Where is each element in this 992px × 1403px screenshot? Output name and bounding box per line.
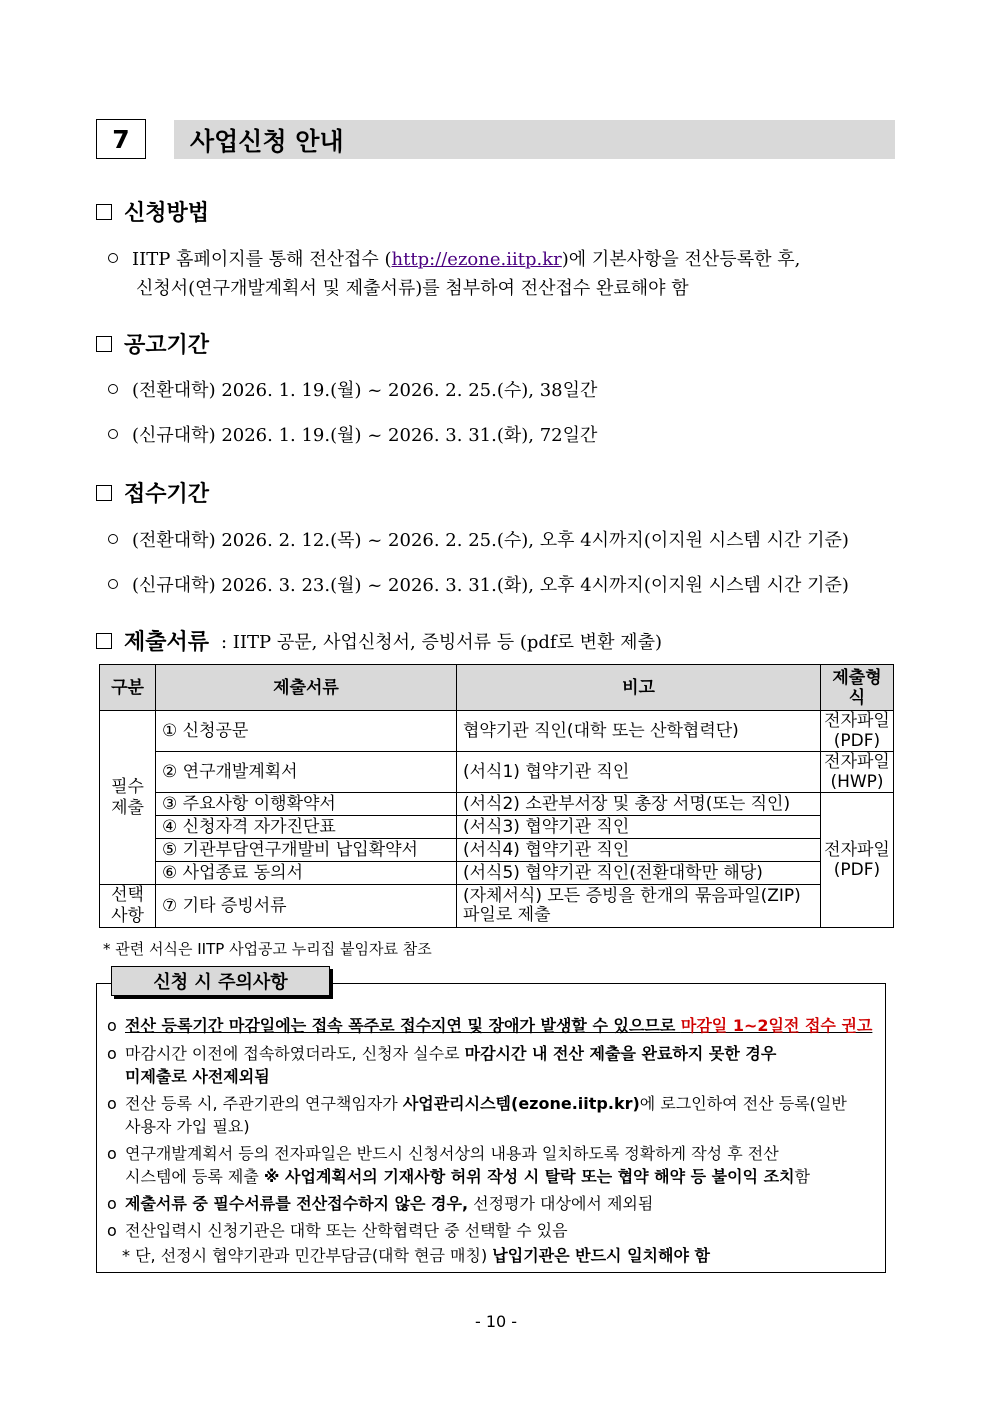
checkbox-square-icon	[96, 204, 112, 220]
bullet-o-icon: o	[107, 1194, 117, 1213]
caution-item-7: * 단, 선정시 협약기관과 민간부담금(대학 현금 매칭) 납입기관은 반드시 일치해야 함	[122, 1246, 710, 1265]
section-number: 7	[96, 119, 146, 159]
caution-item-4-cont: 시스템에 등록 제출 ※ 사업계획서의 기재사항 허위 작성 시 탈락 또는 협약 해약 등 불이익 조치함	[125, 1167, 810, 1186]
note-cell: 협약기관 직인(대학 또는 산학협력단)	[457, 711, 821, 752]
checkbox-square-icon	[96, 633, 112, 649]
heading-announce-label: 공고기간	[124, 333, 210, 358]
table-row	[100, 862, 894, 885]
bullet-o-icon: o	[107, 1144, 117, 1163]
documents-table	[99, 664, 894, 928]
caution-item-2-cont: 미제출로 사전제외됨	[125, 1067, 270, 1086]
doc-cell: ⑦ 기타 증빙서류	[156, 885, 457, 928]
bullet-o-icon: o	[107, 1016, 117, 1035]
header-note: 비고	[457, 665, 821, 711]
group-required: 필수제출	[100, 711, 156, 885]
caution-item-3-cont: 사용자 가입 필요)	[125, 1117, 250, 1136]
ezone-link[interactable]: http://ezone.iitp.kr	[391, 249, 562, 270]
heading-method	[96, 196, 209, 227]
table-row	[100, 752, 894, 793]
group-optional: 선택사항	[100, 885, 156, 928]
announce-item: (전환대학) 2026. 1. 19.(월) ~ 2026. 2. 25.(수), 38일간	[108, 376, 597, 402]
bullet-circle-icon	[108, 579, 118, 589]
bullet-circle-icon	[108, 253, 118, 263]
checkbox-square-icon	[96, 336, 112, 352]
doc-cell: ① 신청공문	[156, 711, 457, 752]
caution-item-3: o 전산 등록 시, 주관기관의 연구책임자가 사업관리시스템(ezone.iitp.kr)에 로그인하여 전산 등록(일반	[107, 1094, 847, 1113]
format-cell: 전자파일(PDF)	[821, 711, 894, 752]
table-row	[100, 885, 894, 928]
heading-receipt-label: 접수기간	[124, 482, 210, 507]
format-cell: 전자파일(PDF)	[821, 793, 894, 928]
receipt-item: (신규대학) 2026. 3. 23.(월) ~ 2026. 3. 31.(화), 오후 4시까지(이지원 시스템 시간 기준)	[108, 571, 849, 597]
note-cell: (서식1) 협약기관 직인	[457, 752, 821, 793]
caution-item-1: o 전산 등록기간 마감일에는 접속 폭주로 접수지연 및 장애가 발생할 수 있으므로 마감일 1~2일전 접수 권고	[107, 1016, 873, 1035]
heading-receipt	[96, 477, 209, 508]
bullet-circle-icon	[108, 429, 118, 439]
checkbox-square-icon	[96, 485, 112, 501]
caution-item-6: o 전산입력시 신청기관은 대학 또는 산학협력단 중 선택할 수 있음	[107, 1221, 568, 1240]
caution-item-4: o 연구개발계획서 등의 전자파일은 반드시 신청서상의 내용과 일치하도록 정확하게 작성 후 전산	[107, 1144, 779, 1163]
section-title: 사업신청 안내	[174, 120, 895, 159]
table-row	[100, 816, 894, 839]
format-cell: 전자파일(HWP)	[821, 752, 894, 793]
documents-note: : IITP 공문, 사업신청서, 증빙서류 등 (pdf로 변환 제출)	[221, 631, 662, 653]
table-row	[100, 839, 894, 862]
doc-cell: ④ 신청자격 자가진단표	[156, 816, 457, 839]
heading-documents-label: 제출서류	[124, 630, 210, 655]
doc-cell: ② 연구개발계획서	[156, 752, 457, 793]
caution-item-2: o 마감시간 이전에 접속하였더라도, 신청자 실수로 마감시간 내 전산 제출을 완료하지 못한 경우	[107, 1044, 777, 1063]
doc-cell: ⑤ 기관부담연구개발비 납입확약서	[156, 839, 457, 862]
bullet-circle-icon	[108, 384, 118, 394]
heading-announce	[96, 328, 209, 359]
caution-item-5: o 제출서류 중 필수서류를 전산접수하지 않은 경우, 선정평가 대상에서 제외됨	[107, 1194, 654, 1213]
note-cell: (자체서식) 모든 증빙을 한개의 묶음파일(ZIP) 파일로 제출	[457, 885, 821, 928]
bullet-o-icon: o	[107, 1044, 117, 1063]
heading-method-label: 신청방법	[124, 201, 210, 226]
table-row	[100, 711, 894, 752]
caution-title: 신청 시 주의사항	[111, 966, 330, 996]
bullet-circle-icon	[108, 534, 118, 544]
method-line-1: IITP 홈페이지를 통해 전산접수 (http://ezone.iitp.kr)에 기본사항을 전산등록한 후,	[108, 245, 898, 271]
bullet-o-icon: o	[107, 1094, 117, 1113]
header-format: 제출형식	[821, 665, 894, 711]
documents-footnote: * 관련 서식은 IITP 사업공고 누리집 붙임자료 참조	[103, 940, 432, 958]
note-cell: (서식3) 협약기관 직인	[457, 816, 821, 839]
doc-cell: ③ 주요사항 이행확약서	[156, 793, 457, 816]
header-category: 구분	[100, 665, 156, 711]
page-number: - 10 -	[474, 1312, 518, 1331]
note-cell: (서식5) 협약기관 직인(전환대학만 해당)	[457, 862, 821, 885]
note-cell: (서식2) 소관부서장 및 총장 서명(또는 직인)	[457, 793, 821, 816]
announce-item: (신규대학) 2026. 1. 19.(월) ~ 2026. 3. 31.(화), 72일간	[108, 421, 597, 447]
bullet-o-icon: o	[107, 1221, 117, 1240]
heading-documents	[96, 625, 662, 656]
receipt-item: (전환대학) 2026. 2. 12.(목) ~ 2026. 2. 25.(수), 오후 4시까지(이지원 시스템 시간 기준)	[108, 526, 849, 552]
doc-cell: ⑥ 사업종료 동의서	[156, 862, 457, 885]
table-header-row	[100, 665, 894, 711]
method-line-2: 신청서(연구개발계획서 및 제출서류)를 첨부하여 전산접수 완료해야 함	[136, 278, 689, 299]
table-row	[100, 793, 894, 816]
header-document: 제출서류	[156, 665, 457, 711]
note-cell: (서식4) 협약기관 직인	[457, 839, 821, 862]
